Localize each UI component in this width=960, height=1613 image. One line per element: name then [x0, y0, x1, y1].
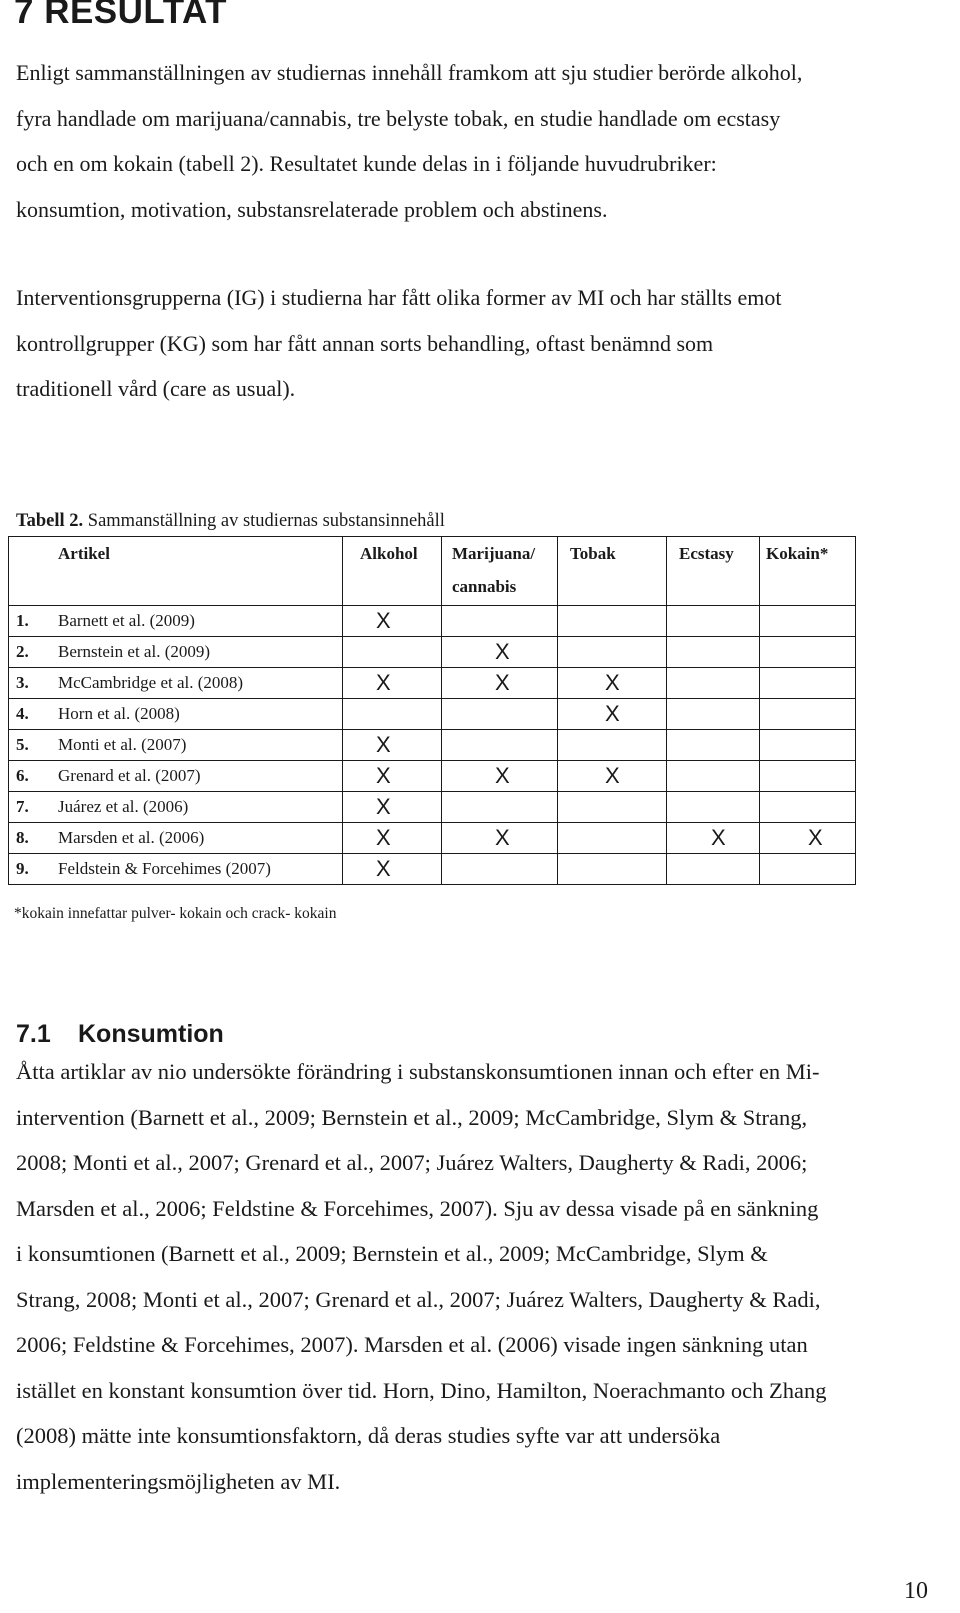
- substance-mark: X: [605, 670, 620, 695]
- substance-mark: X: [376, 732, 391, 757]
- table-body: [9, 606, 856, 885]
- row-cell-kokain: [760, 699, 856, 730]
- row-cell-alkohol: [343, 854, 442, 885]
- row-cell-marijuana: [442, 823, 558, 854]
- row-cell-kokain: [760, 606, 856, 637]
- row-number: 8.: [9, 823, 59, 854]
- row-article: Horn et al. (2008): [58, 699, 343, 730]
- row-cell-kokain: [760, 792, 856, 823]
- substance-mark: X: [376, 825, 391, 850]
- page-number: 10: [904, 1578, 928, 1604]
- row-cell-ecstasy: [667, 854, 760, 885]
- konsumtion-line: 2008; Monti et al., 2007; Grenard et al., 2007; Juárez Walters, Daugherty & Radi, 2006;: [16, 1150, 808, 1175]
- row-cell-alkohol: [343, 668, 442, 699]
- row-cell-kokain: [760, 823, 856, 854]
- substance-mark: X: [605, 763, 620, 788]
- intro-line: och en om kokain (tabell 2). Resultatet kunde delas in i följande huvudrubriker:: [16, 151, 717, 177]
- intervention-paragraph: [16, 275, 946, 412]
- row-number: 4.: [9, 699, 59, 730]
- header-tobak: Tobak: [558, 537, 667, 606]
- row-cell-ecstasy: [667, 606, 760, 637]
- row-cell-alkohol: [343, 637, 442, 668]
- row-number: 7.: [9, 792, 59, 823]
- section-title: Konsumtion: [78, 1020, 224, 1048]
- row-article: McCambridge et al. (2008): [58, 668, 343, 699]
- substance-mark: X: [376, 608, 391, 633]
- substance-mark: X: [711, 825, 726, 850]
- intro-line: Enligt sammanställningen av studiernas innehåll framkom att sju studier berörde alkohol,: [16, 60, 803, 85]
- table-caption-text: Sammanställning av studiernas substansinnehåll: [83, 511, 445, 531]
- header-artikel: Artikel: [58, 537, 343, 606]
- intro-line: konsumtion, motivation, substansrelaterade problem och abstinens.: [16, 196, 608, 222]
- substance-mark: X: [376, 670, 391, 695]
- header-ecstasy: Ecstasy: [667, 537, 760, 606]
- konsumtion-line: (2008) mätte inte konsumtionsfaktorn, då deras studies syfte var att undersöka: [16, 1423, 721, 1448]
- header-marijuana: Marijuana/ cannabis: [442, 537, 558, 606]
- substance-mark: X: [605, 701, 620, 726]
- table-row: [9, 730, 856, 761]
- section-number: 7.1: [16, 1020, 51, 1048]
- row-cell-ecstasy: [667, 761, 760, 792]
- row-article: Bernstein et al. (2009): [58, 637, 343, 668]
- row-cell-tobak: [558, 668, 667, 699]
- table-caption: [16, 511, 445, 532]
- row-number: 9.: [9, 854, 59, 885]
- table-caption-label: Tabell 2.: [16, 511, 84, 531]
- table-header-row: [9, 537, 856, 606]
- row-cell-tobak: [558, 823, 667, 854]
- row-cell-ecstasy: [667, 823, 760, 854]
- substance-table: [8, 536, 856, 885]
- row-cell-ecstasy: [667, 668, 760, 699]
- row-cell-ecstasy: [667, 730, 760, 761]
- row-cell-alkohol: [343, 606, 442, 637]
- row-cell-ecstasy: [667, 792, 760, 823]
- intervention-line: Interventionsgrupperna (IG) i studierna har fått olika former av MI och har ställts emot: [16, 285, 782, 310]
- row-cell-alkohol: [343, 730, 442, 761]
- row-cell-kokain: [760, 761, 856, 792]
- row-cell-kokain: [760, 854, 856, 885]
- row-number: 5.: [9, 730, 59, 761]
- substance-mark: X: [376, 763, 391, 788]
- row-cell-tobak: [558, 730, 667, 761]
- intro-line: fyra handlade om marijuana/cannabis, tre belyste tobak, en studie handlade om ecstasy: [16, 105, 781, 131]
- row-article: Feldstein & Forcehimes (2007): [58, 854, 343, 885]
- intervention-line: traditionell vård (care as usual).: [16, 376, 296, 402]
- konsumtion-paragraph: [16, 1049, 946, 1504]
- table-row: [9, 637, 856, 668]
- row-article: Juárez et al. (2006): [58, 792, 343, 823]
- header-alkohol: Alkohol: [343, 537, 442, 606]
- table-row: [9, 823, 856, 854]
- table-row: [9, 761, 856, 792]
- intervention-line: kontrollgrupper (KG) som har fått annan sorts behandling, oftast benämnd som: [16, 330, 714, 356]
- row-cell-tobak: [558, 761, 667, 792]
- chapter-heading: 7 RESULTAT: [14, 0, 228, 31]
- substance-mark: X: [495, 639, 510, 664]
- table-row: [9, 606, 856, 637]
- row-cell-alkohol: [343, 761, 442, 792]
- konsumtion-line: Marsden et al., 2006; Feldstine & Forcehimes, 2007). Sju av dessa visade på en sänkning: [16, 1195, 819, 1221]
- row-article: Barnett et al. (2009): [58, 606, 343, 637]
- substance-mark: X: [495, 825, 510, 850]
- row-cell-tobak: [558, 637, 667, 668]
- substance-mark: X: [376, 794, 391, 819]
- header-kokain: Kokain*: [760, 537, 856, 606]
- row-cell-tobak: [558, 699, 667, 730]
- table-footnote: *kokain innefattar pulver- kokain och crack- kokain: [14, 905, 337, 922]
- substance-mark: X: [495, 670, 510, 695]
- row-cell-tobak: [558, 606, 667, 637]
- row-article: Monti et al. (2007): [58, 730, 343, 761]
- row-cell-ecstasy: [667, 637, 760, 668]
- row-cell-marijuana: [442, 606, 558, 637]
- row-article: Marsden et al. (2006): [58, 823, 343, 854]
- row-number: 2.: [9, 637, 59, 668]
- konsumtion-line: implementeringsmöjligheten av MI.: [16, 1468, 341, 1494]
- konsumtion-line: Strang, 2008; Monti et al., 2007; Grenard et al., 2007; Juárez Walters, Daugherty & Radi,: [16, 1286, 821, 1312]
- substance-mark: X: [495, 763, 510, 788]
- row-cell-ecstasy: [667, 699, 760, 730]
- row-cell-alkohol: [343, 823, 442, 854]
- row-cell-marijuana: [442, 854, 558, 885]
- row-cell-marijuana: [442, 637, 558, 668]
- row-cell-tobak: [558, 792, 667, 823]
- header-num-cell: [9, 537, 59, 606]
- table-row: [9, 668, 856, 699]
- konsumtion-line: 2006; Feldstine & Forcehimes, 2007). Marsden et al. (2006) visade ingen sänkning utan: [16, 1332, 808, 1357]
- row-number: 3.: [9, 668, 59, 699]
- table-row: [9, 792, 856, 823]
- table-row: [9, 699, 856, 730]
- row-cell-tobak: [558, 854, 667, 885]
- row-cell-marijuana: [442, 699, 558, 730]
- substance-mark: X: [376, 856, 391, 881]
- konsumtion-line: Åtta artiklar av nio undersökte förändring i substanskonsumtionen innan och efter en Mi-: [16, 1059, 820, 1084]
- substance-mark: X: [808, 825, 823, 850]
- row-cell-kokain: [760, 730, 856, 761]
- row-cell-alkohol: [343, 792, 442, 823]
- row-cell-marijuana: [442, 792, 558, 823]
- row-article: Grenard et al. (2007): [58, 761, 343, 792]
- konsumtion-line: istället en konstant konsumtion över tid. Horn, Dino, Hamilton, Noerachmanto och Zhang: [16, 1377, 827, 1403]
- konsumtion-line: i konsumtionen (Barnett et al., 2009; Bernstein et al., 2009; McCambridge, Slym &: [16, 1241, 768, 1266]
- section-heading: [16, 1020, 224, 1049]
- table-row: [9, 854, 856, 885]
- row-cell-marijuana: [442, 730, 558, 761]
- row-cell-kokain: [760, 637, 856, 668]
- intro-paragraph: [16, 50, 946, 232]
- row-number: 6.: [9, 761, 59, 792]
- row-cell-kokain: [760, 668, 856, 699]
- row-cell-marijuana: [442, 761, 558, 792]
- konsumtion-line: intervention (Barnett et al., 2009; Bernstein et al., 2009; McCambridge, Slym & Strang,: [16, 1104, 808, 1130]
- row-cell-alkohol: [343, 699, 442, 730]
- row-number: 1.: [9, 606, 59, 637]
- row-cell-marijuana: [442, 668, 558, 699]
